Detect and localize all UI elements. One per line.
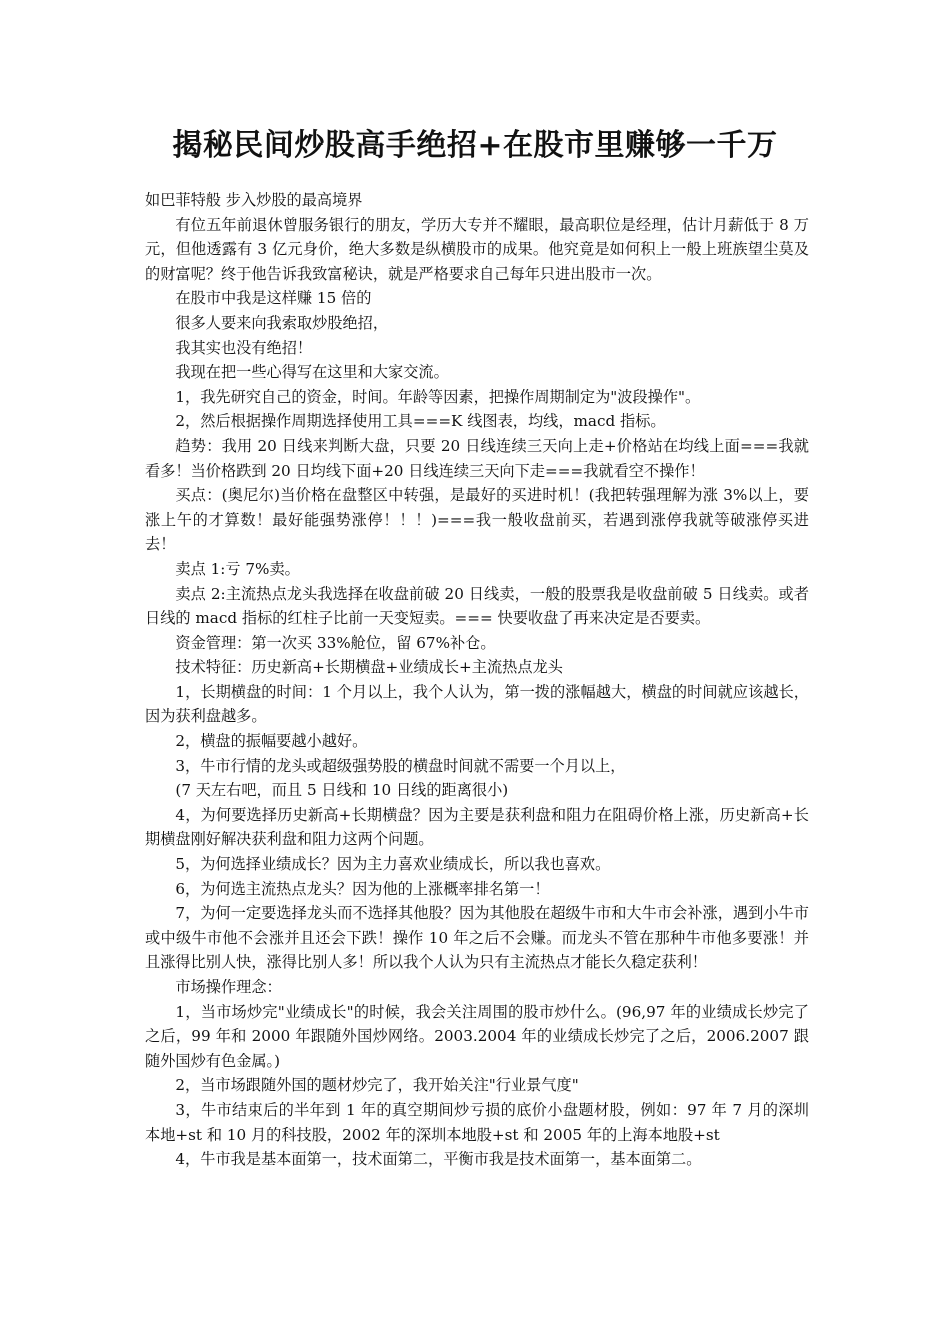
paragraph: 4，为何要选择历史新高+长期横盘？因为主要是获利盘和阻力在阻碍价格上涨，历史新高+长期横盘刚好解决获利盘和阻力这两个问题。 <box>145 805 809 849</box>
paragraph: 2，然后根据操作周期选择使用工具===K 线图表，均线，macd 指标。 <box>175 412 666 431</box>
paragraph: 买点：(奥尼尔)当价格在盘整区中转强，是最好的买进时机！(我把转强理解为涨 3%以上，要涨上午的才算数！最好能强势涨停！！！)===我一般收盘前买，若遇到涨停我就等破涨停买进去！ <box>145 486 809 554</box>
paragraph: 市场操作理念： <box>175 978 282 996</box>
article-body <box>145 188 809 1172</box>
paragraph: 5，为何选择业绩成长？因为主力喜欢业绩成长，所以我也喜欢。 <box>175 855 611 874</box>
article-subtitle: 如巴菲特般 步入炒股的最高境界 <box>145 191 363 209</box>
paragraph: 1，当市场炒完"业绩成长"的时候，我会关注周围的股市炒什么。(96,97 年的业绩成长炒完了之后，99 年和 2000 年跟随外国炒网络。2003.2004 年的业绩成长炒完了之后，2006.2007 跟随外国炒有色金属。) <box>145 1002 809 1070</box>
paragraph: 3，牛市结束后的半年到 1 年的真空期间炒亏损的底价小盘题材股，例如：97 年 7 月的深圳本地+st 和 10 月的科技股，2002 年的深圳本地股+st 和 2005 年的上海本地股+st <box>145 1100 809 1144</box>
paragraph: 技术特征：历史新高+长期横盘+业绩成长+主流热点龙头 <box>175 658 563 677</box>
paragraph: 我现在把一些心得写在这里和大家交流。 <box>175 363 449 382</box>
paragraph: 2，横盘的振幅要越小越好。 <box>175 732 368 751</box>
paragraph: 我其实也没有绝招！ <box>175 338 313 357</box>
paragraph: (7 天左右吧，而且 5 日线和 10 日线的距离很小) <box>175 781 509 800</box>
paragraph: 在股市中我是这样赚 15 倍的 <box>175 289 372 308</box>
paragraph: 很多人要来向我索取炒股绝招， <box>175 313 389 332</box>
paragraph: 卖点 1:亏 7%卖。 <box>175 559 300 578</box>
paragraph: 3，牛市行情的龙头或超级强势股的横盘时间就不需要一个月以上， <box>175 756 626 775</box>
paragraph: 6，为何选主流热点龙头？因为他的上涨概率排名第一！ <box>175 879 550 898</box>
paragraph: 资金管理：第一次买 33%舱位，留 67%补仓。 <box>175 633 496 652</box>
page-title: 揭秘民间炒股高手绝招+在股市里赚够一千万 <box>172 128 778 164</box>
paragraph: 7，为何一定要选择龙头而不选择其他股？因为其他股在超级牛市和大牛市会补涨，遇到小牛市或中级牛市他不会涨并且还会下跌！操作 10 年之后不会赚。而龙头不管在那种牛市他多要涨！并且涨得比别人快，涨得比别人多！所以我个人认为只有主流热点才能长久稳定获利！ <box>145 904 809 972</box>
paragraph: 卖点 2:主流热点龙头我选择在收盘前破 20 日线卖，一般的股票我是收盘前破 5 日线卖。或者日线的 macd 指标的红柱子比前一天变短卖。=== 快要收盘了再来决定是否要卖。 <box>145 584 809 628</box>
paragraph: 有位五年前退休曾服务银行的朋友，学历大专并不耀眼，最高职位是经理，估计月薪低于 8 万元，但他透露有 3 亿元身价，绝大多数是纵横股市的成果。他究竟是如何积上一般上班族望尘莫及的财富呢？终于他告诉我致富秘诀，就是严格要求自己每年只进出股市一次。 <box>145 215 809 283</box>
paragraph: 1，长期横盘的时间：1 个月以上，我个人认为，第一拨的涨幅越大，横盘的时间就应该越长，因为获利盘越多。 <box>145 682 809 726</box>
paragraph: 趋势：我用 20 日线来判断大盘，只要 20 日线连续三天向上走+价格站在均线上面===我就看多！当价格跌到 20 日均线下面+20 日线连续三天向下走===我就看空不操作！ <box>145 436 809 480</box>
paragraph: 4，牛市我是基本面第一，技术面第二，平衡市我是技术面第一，基本面第二。 <box>175 1150 702 1169</box>
paragraph: 2，当市场跟随外国的题材炒完了，我开始关注"行业景气度" <box>175 1076 579 1095</box>
paragraph: 1，我先研究自己的资金，时间。年龄等因素，把操作周期制定为"波段操作"。 <box>175 387 701 406</box>
